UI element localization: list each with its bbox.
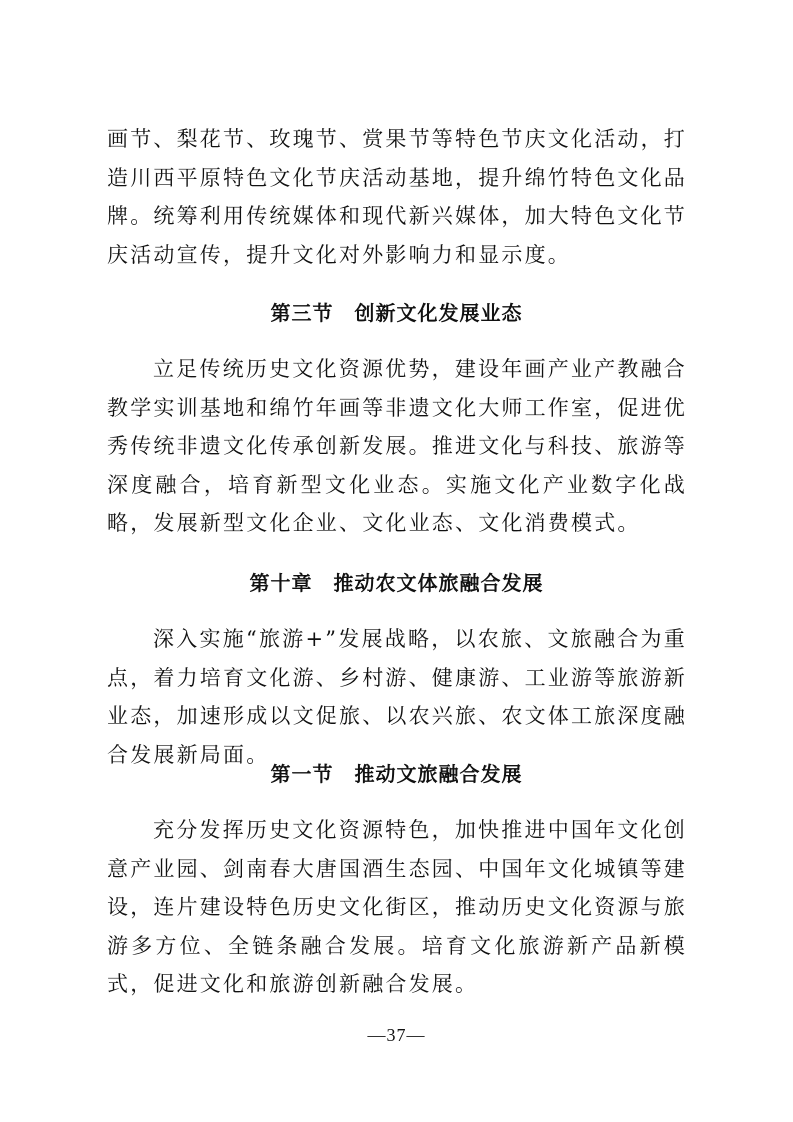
paragraph-festival-activities: 画节、梨花节、玫瑰节、赏果节等特色节庆文化活动，打造川西平原特色文化节庆活动基地，提升绵竹特色文化品牌。统筹利用传统媒体和现代新兴媒体，加大特色文化节庆活动宣传，提升文化对外影响力和显示度。	[107, 127, 687, 267]
paragraph-tourism-plus: 深入实施“旅游+”发展战略，以农旅、文旅融合为重点，着力培育文化游、乡村游、健康游、工业游等旅游新业态，加速形成以文促旅、以农兴旅、农文体工旅深度融合发展新局面。	[107, 627, 687, 767]
page-number: —37—	[367, 1025, 426, 1045]
section-heading-culture-tourism: 第一节 推动文旅融合发展	[270, 762, 523, 786]
paragraph-heritage-resources: 充分发挥历史文化资源特色，加快推进中国年文化创意产业园、剑南春大唐国酒生态园、中国年文化城镇等建设，连片建设特色历史文化街区，推动历史文化资源与旅游多方位、全链条融合发展。培育文化旅游新产品新模式，促进文化和旅游创新融合发展。	[107, 818, 687, 996]
section-heading-innovate-culture: 第三节 创新文化发展业态	[270, 301, 523, 325]
chapter-heading-integration: 第十章 推动农文体旅融合发展	[249, 571, 544, 595]
paragraph-culture-formats: 立足传统历史文化资源优势，建设年画产业产教融合教学实训基地和绵竹年画等非遗文化大师工作室，促进优秀传统非遗文化传承创新发展。推进文化与科技、旅游等深度融合，培育新型文化业态。实施文化产业数字化战略，发展新型文化企业、文化业态、文化消费模式。	[107, 357, 687, 535]
